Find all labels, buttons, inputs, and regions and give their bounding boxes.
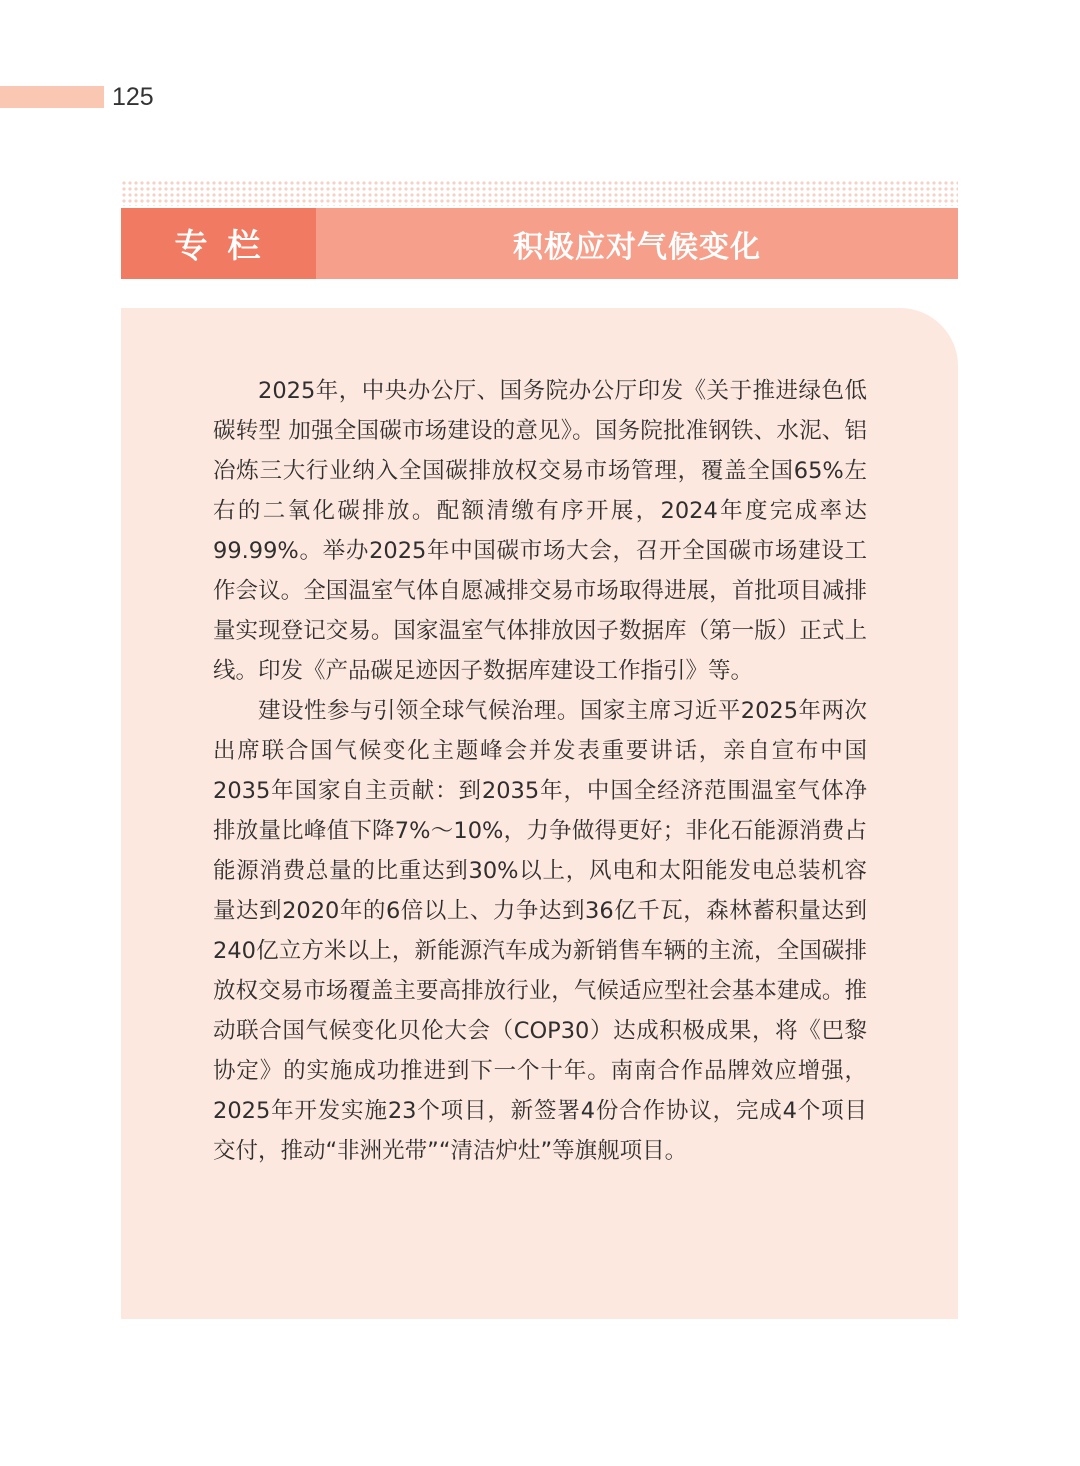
content-panel bbox=[121, 308, 958, 1319]
paragraph-2: 建设性参与引领全球气候治理。国家主席习近平2025年两次出席联合国气候变化主题峰会并发表重要讲话，亲自宣布中国2035年国家自主贡献：到2035年，中国全经济范围温室气体净排放量比峰值下降7%～10%，力争做得更好；非化石能源消费占能源消费总量的比重达到30%以上，风电和太阳能发电总装机容量达到2020年的6倍以上、力争达到36亿千瓦，森林蓄积量达到240亿立方米以上，新能源汽车成为新销售车辆的主流，全国碳排放权交易市场覆盖主要高排放行业，气候适应型社会基本建成。推动联合国气候变化贝伦大会（COP30）达成积极成果，将《巴黎协定》的实施成功推进到下一个十年。南南合作品牌效应增强，2025年开发实施23个项目，新签署4份合作协议，完成4个项目交付，推动“非洲光带”“清洁炉灶”等旗舰项目。 bbox=[213, 698, 867, 1164]
page-number: 125 bbox=[112, 83, 154, 111]
column-header bbox=[121, 208, 958, 279]
paragraph-1: 2025年，中央办公厅、国务院办公厅印发《关于推进绿色低碳转型 加强全国碳市场建设的意见》。国务院批准钢铁、水泥、铝冶炼三大行业纳入全国碳排放权交易市场管理，覆盖全国65%左右的二氧化碳排放。配额清缴有序开展，2024年度完成率达99.99%。举办2025年中国碳市场大会，召开全国碳市场建设工作会议。全国温室气体自愿减排交易市场取得进展，首批项目减排量实现登记交易。国家温室气体排放因子数据库（第一版）正式上线。印发《产品碳足迹因子数据库建设工作指引》等。 bbox=[213, 378, 867, 684]
column-tag: 专栏 bbox=[121, 208, 316, 279]
dotted-decoration-strip bbox=[121, 180, 958, 206]
column-title: 积极应对气候变化 bbox=[513, 229, 761, 265]
page-marker-bar bbox=[0, 86, 104, 108]
content-text bbox=[213, 371, 867, 1171]
